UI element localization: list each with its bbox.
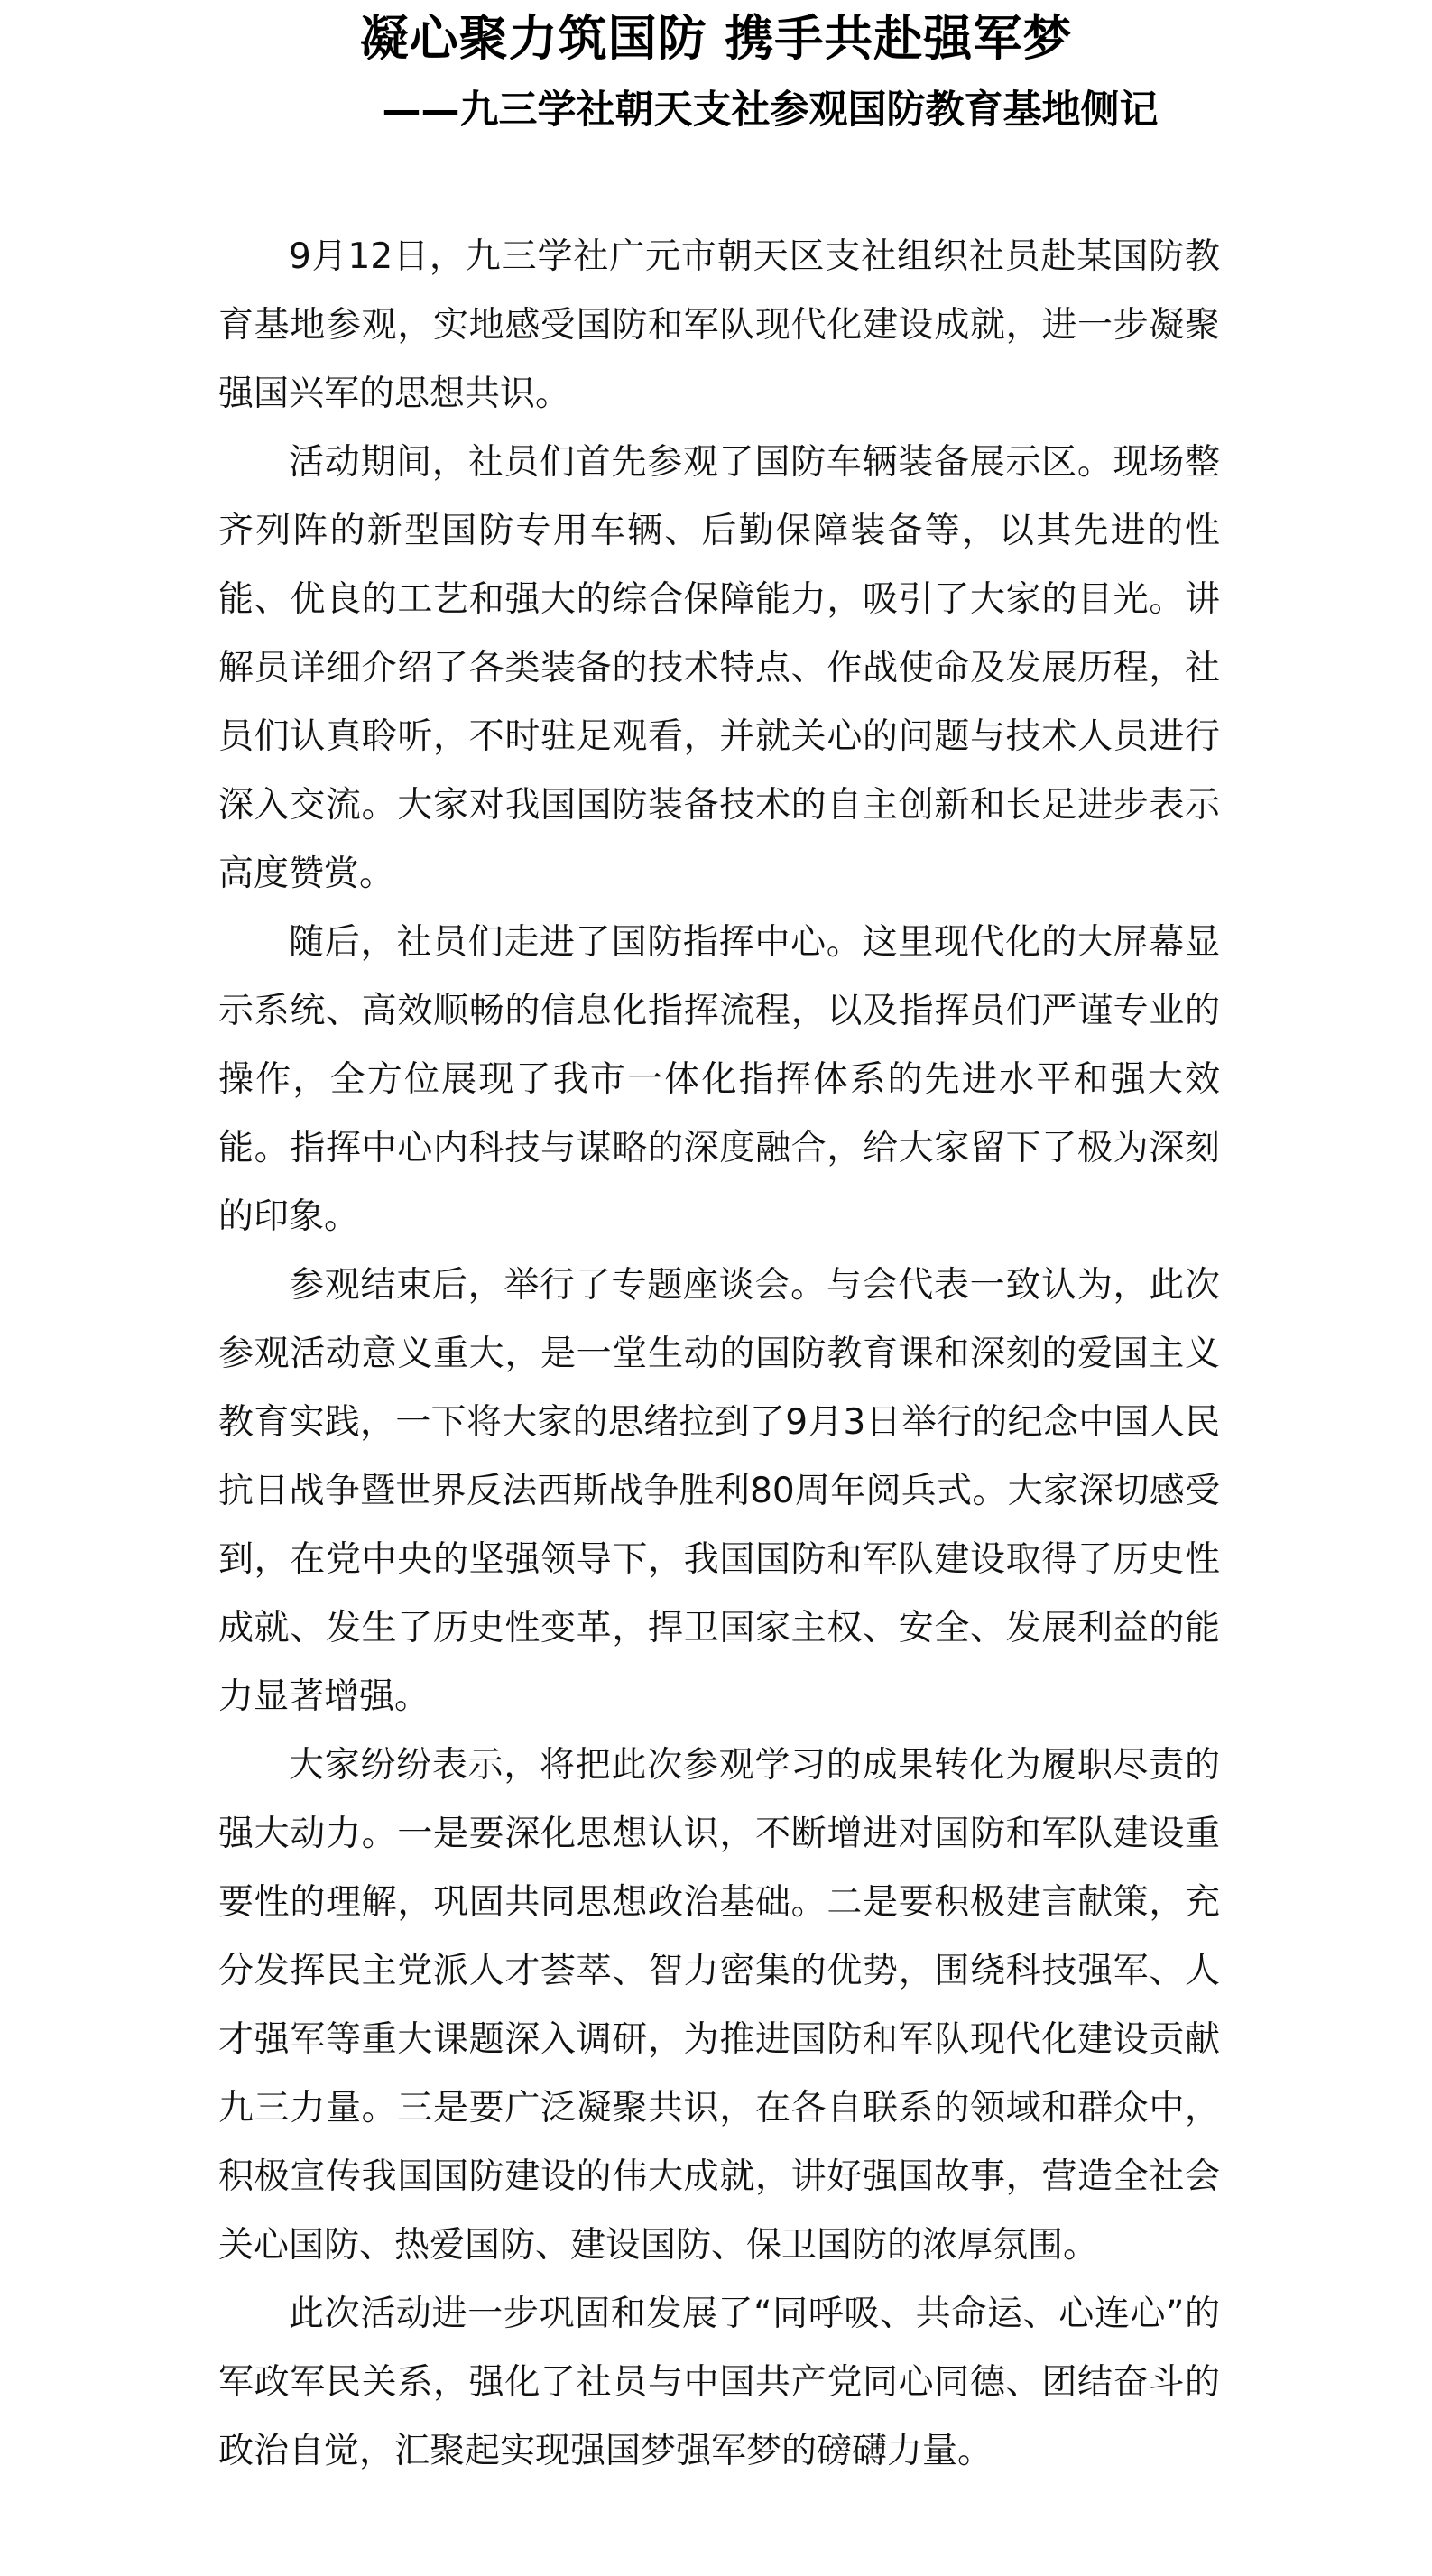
paragraph-commitments: 大家纷纷表示，将把此次参观学习的成果转化为履职尽责的强大动力。一是要深化思想认识，不断增进对国防和军队建设重要性的理解，巩固共同思想政治基础。二是要积极建言献策，充分发挥民主党派人才荟萃、智力密集的优势，围绕科技强军、人才强军等重大课题深入调研，为推进国防和军队现代化建设贡献九三力量。三是要广泛凝聚共识，在各自联系的领域和群众中，积极宣传我国国防建设的伟大成就，讲好强国故事，营造全社会关心国防、热爱国防、建设国防、保卫国防的浓厚氛围。 bbox=[218, 1745, 1220, 2266]
article-body bbox=[218, 223, 1220, 2486]
paragraph-symposium: 参观结束后，举行了专题座谈会。与会代表一致认为，此次参观活动意义重大，是一堂生动的国防教育课和深刻的爱国主义教育实践，一下将大家的思绪拉到了9月3日举行的纪念中国人民抗日战争暨世界反法西斯战争胜利80周年阅兵式。大家深切感受到，在党中央的坚强领导下，我国国防和军队建设取得了历史性成就、发生了历史性变革，捍卫国家主权、安全、发展利益的能力显著增强。 bbox=[218, 1265, 1220, 1717]
paragraph-intro: 9月12日，九三学社广元市朝天区支社组织社员赴某国防教育基地参观，实地感受国防和军队现代化建设成就，进一步凝聚强国兴军的思想共识。 bbox=[218, 236, 1220, 414]
article-title: 凝心聚力筑国防 携手共赴强军梦 bbox=[359, 9, 1073, 67]
paragraph-command-center: 随后，社员们走进了国防指挥中心。这里现代化的大屏幕显示系统、高效顺畅的信息化指挥流程，以及指挥员们严谨专业的操作，全方位展现了我市一体化指挥体系的先进水平和强大效能。指挥中心内科技与谋略的深度融合，给大家留下了极为深刻的印象。 bbox=[218, 922, 1220, 1237]
article-subtitle: ——九三学社朝天支社参观国防教育基地侧记 bbox=[382, 88, 1159, 133]
paragraph-vehicle-exhibit: 活动期间，社员们首先参观了国防车辆装备展示区。现场整齐列阵的新型国防专用车辆、后勤保障装备等，以其先进的性能、优良的工艺和强大的综合保障能力，吸引了大家的目光。讲解员详细介绍了各类装备的技术特点、作战使命及发展历程，社员们认真聆听，不时驻足观看，并就关心的问题与技术人员进行深入交流。大家对我国国防装备技术的自主创新和长足进步表示高度赞赏。 bbox=[218, 442, 1220, 894]
paragraph-conclusion: 此次活动进一步巩固和发展了“同呼吸、共命运、心连心”的军政军民关系，强化了社员与中国共产党同心同德、团结奋斗的政治自觉，汇聚起实现强国梦强军梦的磅礴力量。 bbox=[218, 2294, 1220, 2471]
